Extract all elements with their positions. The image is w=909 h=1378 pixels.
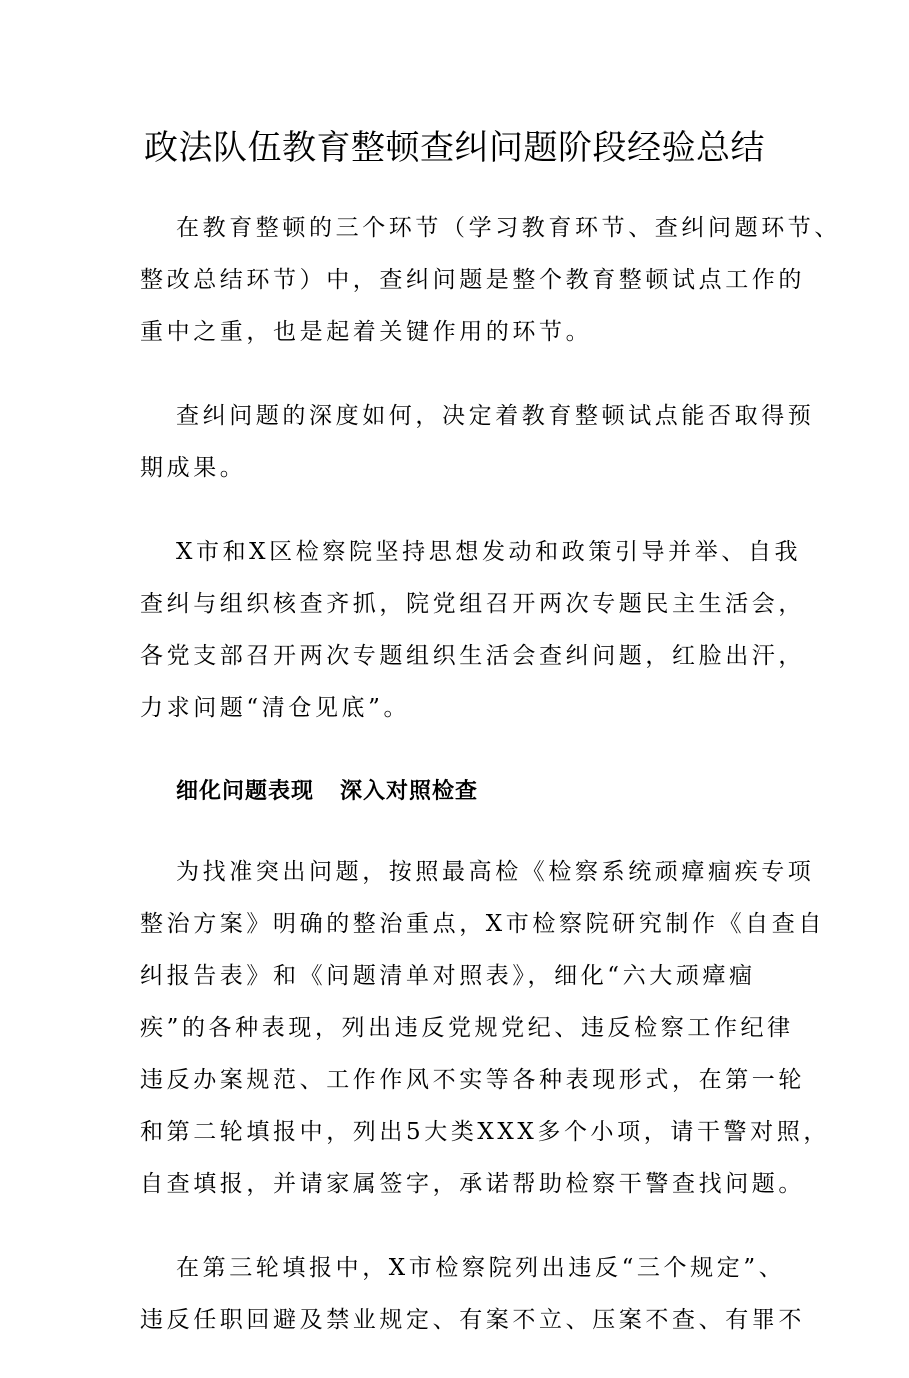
document-body: [140, 202, 841, 1378]
paragraph-line: 力求问题“清仓见底”。: [140, 695, 411, 721]
paragraph-line: 查纠问题的深度如何，决定着教育整顿试点能否取得预: [176, 403, 815, 429]
paragraph-line: 疾”的各种表现，列出违反党规党纪、违反检察工作纪律: [140, 1015, 794, 1041]
paragraph-line: 自查填报，并请家属签字，承诺帮助检察干警查找问题。: [140, 1171, 805, 1197]
paragraph-line: 整治方案》明确的整治重点，X市检察院研究制作《自查自: [140, 911, 825, 937]
paragraph-line: 整改总结环节）中，查纠问题是整个教育整顿试点工作的: [140, 267, 805, 293]
paragraph-line: 各党支部召开两次专题组织生活会查纠问题，红脸出汗，: [140, 643, 805, 669]
paragraph-1: [140, 202, 841, 358]
paragraph-3: [140, 526, 805, 734]
document-title: 政法队伍教育整顿查纠问题阶段经验总结: [144, 128, 765, 168]
paragraph-line: 在第三轮填报中，X市检察院列出违反“三个规定”、: [176, 1255, 786, 1281]
paragraph-line: 违反办案规范、工作作风不实等各种表现形式，在第一轮: [140, 1067, 805, 1093]
paragraph-line: 为找准突出问题，按照最高检《检察系统顽瘴痼疾专项: [176, 859, 815, 885]
paragraph-line: 违反任职回避及禁业规定、有案不立、压案不查、有罪不: [140, 1307, 805, 1333]
paragraph-line: 查纠与组织核查齐抓，院党组召开两次专题民主生活会，: [140, 591, 805, 617]
paragraph-line: 重中之重，也是起着关键作用的环节。: [140, 319, 593, 345]
paragraph-line: 和第二轮填报中，列出5大类XXX多个小项，请干警对照，: [140, 1119, 830, 1145]
paragraph-2: [140, 390, 815, 494]
paragraph-line: 纠报告表》和《问题清单对照表》，细化“六大顽瘴痼: [140, 963, 756, 989]
section-heading: 细化问题表现 深入对照检查: [176, 779, 478, 804]
paragraph-line: X市和X区检察院坚持思想发动和政策引导并举、自我: [176, 539, 802, 565]
paragraph-line: 在教育整顿的三个环节（学习教育环节、查纠问题环节、: [176, 215, 841, 241]
paragraph-line: 期成果。: [140, 455, 247, 481]
section-paragraph-1: [140, 846, 830, 1210]
section-paragraph-2: [140, 1242, 805, 1346]
